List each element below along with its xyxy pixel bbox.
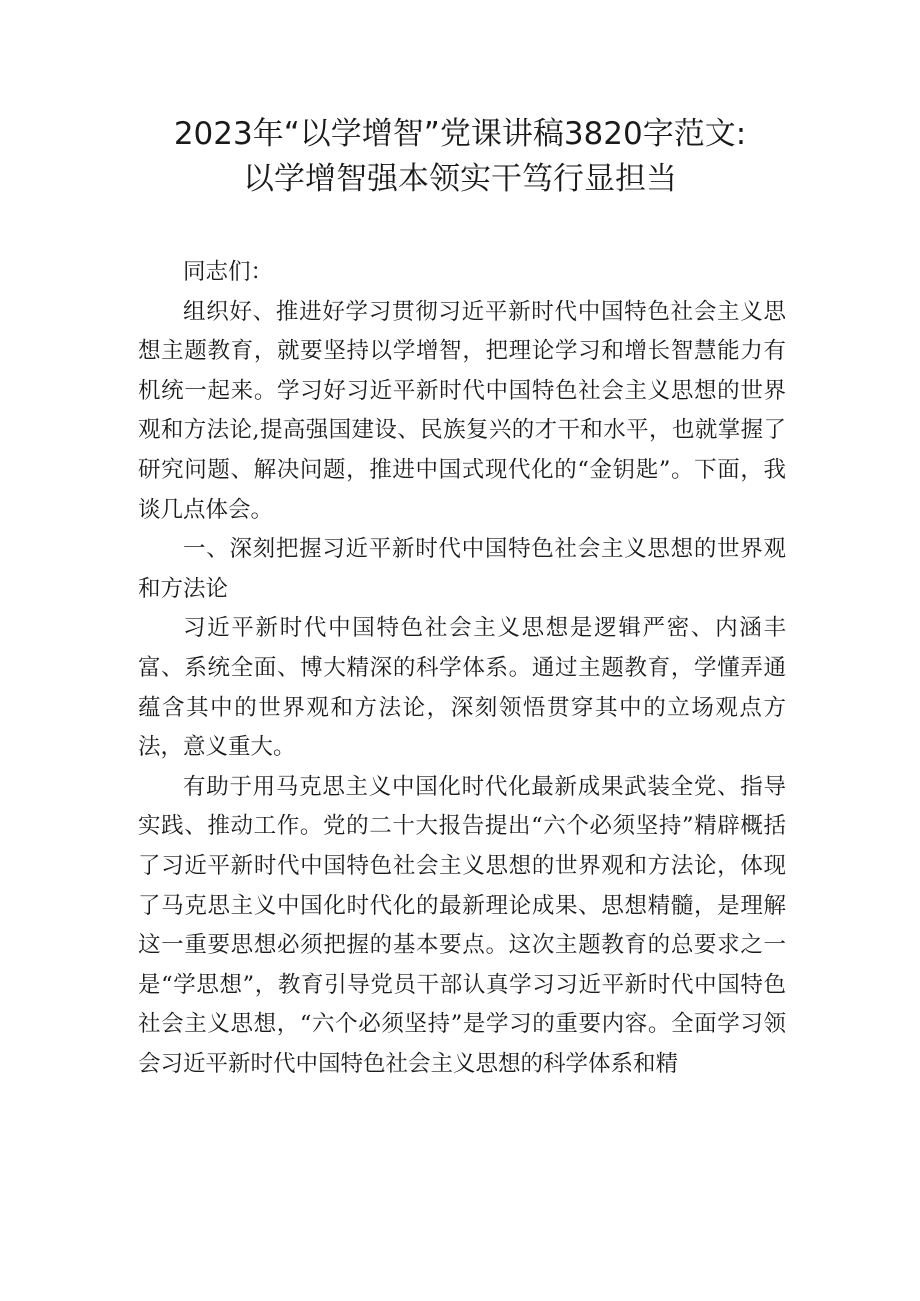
intro-paragraph: 组织好、推进好学习贯彻习近平新时代中国特色社会主义思想主题教育，就要坚持以学增智，把理论学习和增长智慧能力有机统一起来。学习好习近平新时代中国特色社会主义思想的世界观和方法论,提高强国建设、民族复兴的才干和水平，也就掌握了研究问题、解决问题，推进中国式现代化的“金钥匙”。下面，我谈几点体会。 (138, 298, 786, 523)
body-paragraph: 有助于用马克思主义中国化时代化最新成果武装全党、指导实践、推动工作。党的二十大报告提出“六个必须坚持”精辟概括了习近平新时代中国特色社会主义思想的世界观和方法论，体现了马克思主义中国化时代化的最新理论成果、思想精髓，是理解这一重要思想必须把握的基本要点。这次主题教育的总要求之一是“学思想”，教育引导党员干部认真学习习近平新时代中国特色社会主义思想，“六个必须坚持”是学习的重要内容。全面学习领会习近平新时代中国特色社会主义思想的科学体系和精 (138, 773, 786, 1077)
section-heading-1: 一、深刻把握习近平新时代中国特色社会主义思想的世界观和方法论 (138, 536, 786, 602)
body-paragraph: 习近平新时代中国特色社会主义思想是逻辑严密、内涵丰富、系统全面、博大精深的科学体系。通过主题教育，学懂弄通蕴含其中的世界观和方法论，深刻领悟贯穿其中的立场观点方法，意义重大。 (138, 615, 786, 761)
salutation-paragraph: 同志们： (183, 259, 274, 285)
document-title (110, 112, 810, 202)
title-line-2: 以学增智强本领实干笃行显担当 (243, 161, 677, 197)
title-line-1: 2023年“以学增智”党课讲稿3820字范文: (173, 116, 747, 152)
document-body (138, 253, 786, 1084)
